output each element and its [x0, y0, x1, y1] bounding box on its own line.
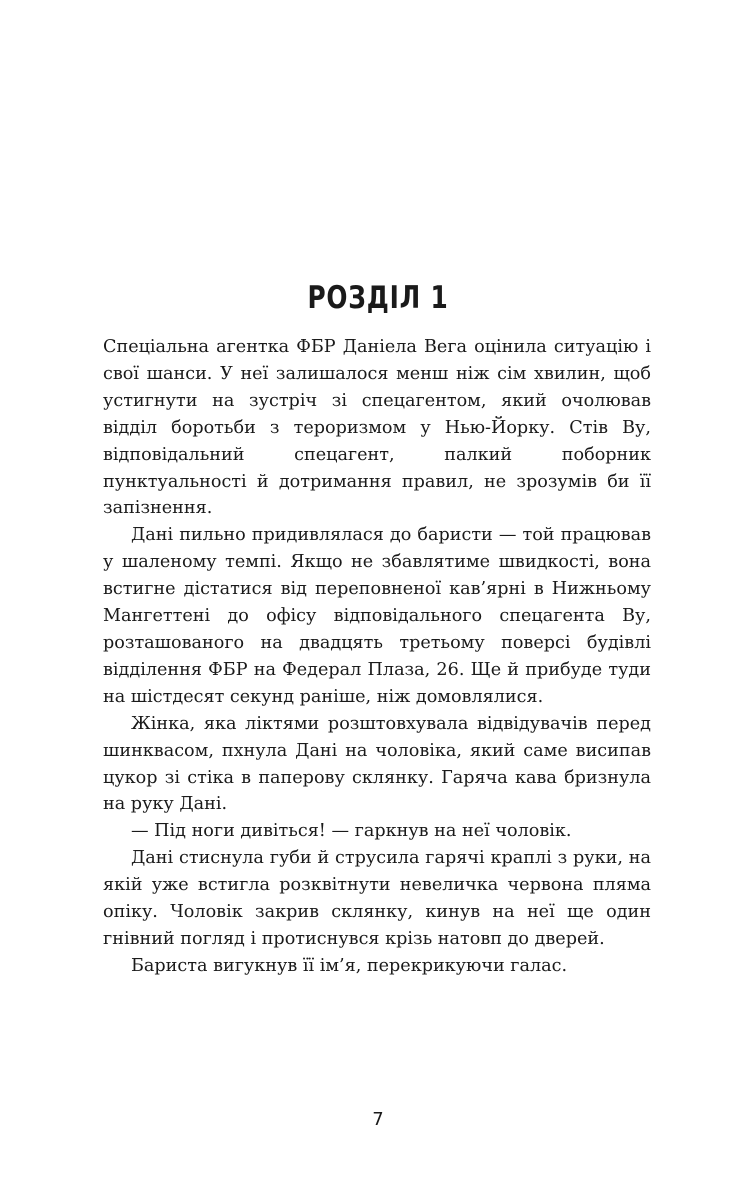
chapter-body [103, 334, 651, 980]
page-number: 7 [372, 1109, 384, 1130]
paragraph: Дані пильно придивлялася до баристи — той працював у шаленому темпі. Якщо не збавлятиме швидкості, вона встигне дістатися від переповненої кав’ярні в Нижньому Мангеттені до офісу відповідального спецагента Ву, розташованого на двадцять третьому поверсі будівлі відділення ФБР на Федерал Плаза, 26. Ще й прибуде туди на шістдесят секунд раніше, ніж домовлялися. [103, 525, 651, 707]
paragraph: Бариста вигукнув її ім’я, перекрикуючи галас. [131, 955, 568, 976]
dialogue-line: — Під ноги дивіться! — гаркнув на неї чоловік. [131, 821, 572, 842]
chapter-title: РОЗДІЛ 1 [307, 280, 449, 316]
paragraph: Спеціальна агентка ФБР Даніела Вега оцінила ситуацію і свої шанси. У неї залишалося менш ніж сім хвилин, щоб устигнути на зустріч зі спецагентом, який очолював відділ боротьби з тероризмом у Нью-Йорку. Стів Ву, відповідальний спецагент, палкий поборник пунктуальності й дотримання правил, не зрозумів би її запізнення. [103, 337, 651, 519]
paragraph: Дані стиснула губи й струсила гарячі краплі з руки, на якій уже встигла розквітнути невеличка червона пляма опіку. Чоловік закрив склянку, кинув на неї ще один гнівний погляд і протиснувся крізь натовп до дверей. [103, 848, 651, 949]
paragraph: Жінка, яка ліктями розштовхувала відвідувачів перед шинквасом, пхнула Дані на чоловіка, який саме висипав цукор зі стіка в паперову склянку. Гаряча кава бризнула на руку Дані. [103, 713, 651, 815]
